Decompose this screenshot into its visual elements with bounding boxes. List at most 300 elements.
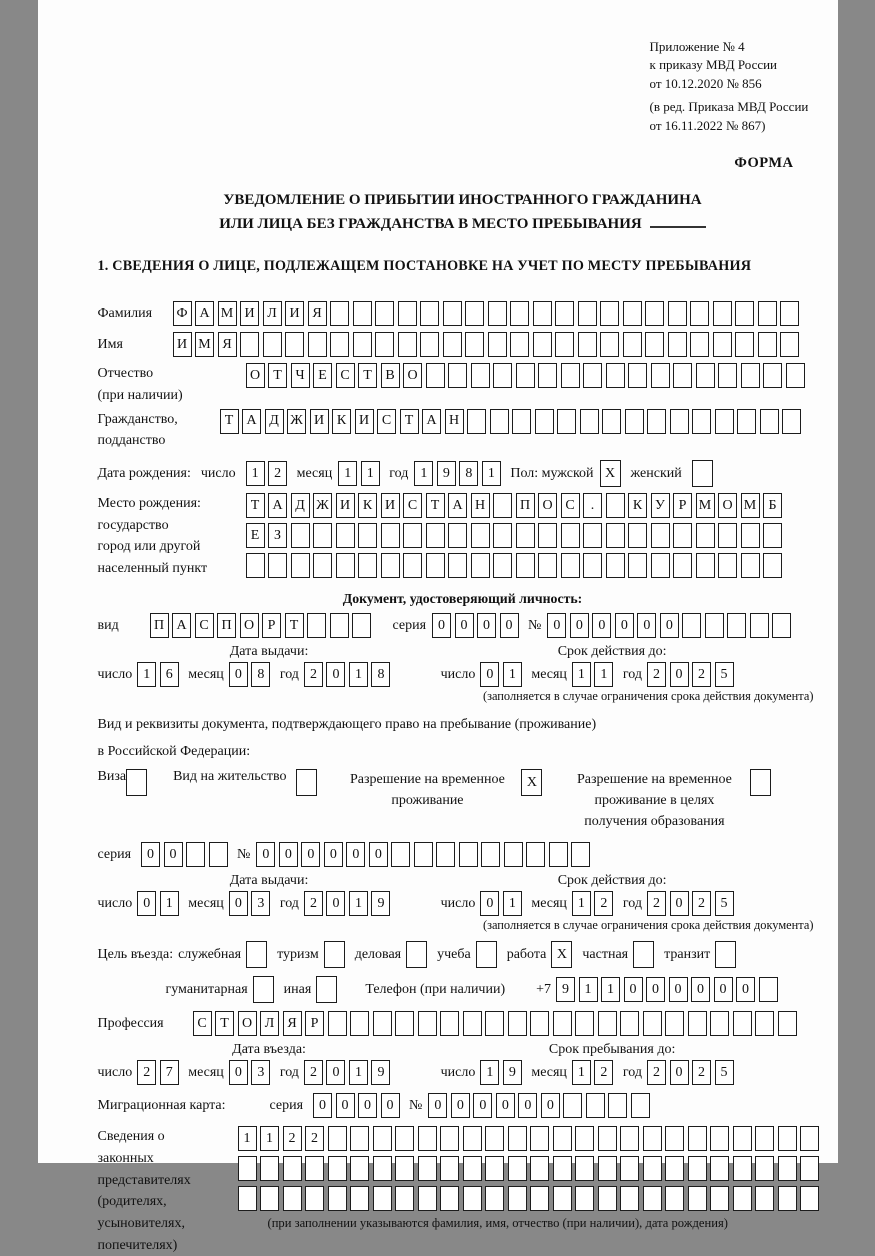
stay-issue-month-cells[interactable] <box>229 891 274 916</box>
box-cell[interactable]: 0 <box>313 1093 332 1118</box>
box-cell[interactable] <box>358 523 377 548</box>
box-cell[interactable] <box>508 1126 527 1151</box>
box-cell[interactable]: 0 <box>301 842 320 867</box>
box-cell[interactable]: 0 <box>324 842 343 867</box>
box-cell[interactable] <box>381 523 400 548</box>
box-cell[interactable]: Я <box>218 332 237 357</box>
box-cell[interactable]: 0 <box>624 977 643 1002</box>
box-cell[interactable] <box>586 1093 605 1118</box>
box-cell[interactable] <box>512 409 531 434</box>
box-cell[interactable] <box>526 842 545 867</box>
box-cell[interactable] <box>291 523 310 548</box>
box-cell[interactable]: 2 <box>647 1060 666 1085</box>
box-cell[interactable] <box>673 363 692 388</box>
box-cell[interactable] <box>330 613 349 638</box>
box-cell[interactable] <box>668 332 687 357</box>
box-cell[interactable] <box>308 332 327 357</box>
id-valid-day-cells[interactable] <box>480 662 525 687</box>
box-cell[interactable] <box>555 332 574 357</box>
box-cell[interactable] <box>426 553 445 578</box>
box-cell[interactable] <box>459 842 478 867</box>
box-cell[interactable] <box>490 409 509 434</box>
doc-type-cells[interactable] <box>150 613 375 638</box>
box-cell[interactable] <box>682 613 701 638</box>
box-cell[interactable]: 7 <box>160 1060 179 1085</box>
purpose-work-checkbox[interactable] <box>551 941 572 968</box>
box-cell[interactable]: 0 <box>164 842 183 867</box>
box-cell[interactable]: М <box>696 493 715 518</box>
box-cell[interactable]: 2 <box>594 891 613 916</box>
box-cell[interactable] <box>718 363 737 388</box>
box-cell[interactable] <box>561 523 580 548</box>
box-cell[interactable] <box>440 1126 459 1151</box>
box-cell[interactable]: 1 <box>572 662 591 687</box>
box-cell[interactable]: 2 <box>304 891 323 916</box>
box-cell[interactable] <box>283 1186 302 1211</box>
box-cell[interactable] <box>600 332 619 357</box>
box-cell[interactable]: Е <box>313 363 332 388</box>
birth-place-row1-cells[interactable] <box>246 493 786 518</box>
box-cell[interactable]: Е <box>246 523 265 548</box>
box-cell[interactable] <box>440 1186 459 1211</box>
box-cell[interactable] <box>733 1156 752 1181</box>
box-cell[interactable] <box>350 1011 369 1036</box>
representatives-row2-cells[interactable] <box>238 1156 823 1181</box>
box-cell[interactable] <box>493 493 512 518</box>
box-cell[interactable] <box>800 1126 819 1151</box>
box-cell[interactable]: 1 <box>160 891 179 916</box>
box-cell[interactable] <box>718 523 737 548</box>
box-cell[interactable] <box>209 842 228 867</box>
citizenship-cells[interactable] <box>220 409 805 434</box>
box-cell[interactable] <box>403 523 422 548</box>
box-cell[interactable]: 1 <box>361 461 380 486</box>
purpose-tourism-checkbox[interactable] <box>324 941 345 968</box>
box-cell[interactable] <box>606 523 625 548</box>
box-cell[interactable] <box>535 409 554 434</box>
representatives-row3-cells[interactable] <box>238 1186 823 1211</box>
box-cell[interactable] <box>557 409 576 434</box>
box-cell[interactable] <box>575 1126 594 1151</box>
box-cell[interactable] <box>578 332 597 357</box>
id-issue-year-cells[interactable] <box>304 662 394 687</box>
box-cell[interactable] <box>645 301 664 326</box>
box-cell[interactable]: 0 <box>480 891 499 916</box>
box-cell[interactable] <box>350 1186 369 1211</box>
box-cell[interactable] <box>583 553 602 578</box>
box-cell[interactable] <box>467 409 486 434</box>
box-cell[interactable] <box>481 842 500 867</box>
box-cell[interactable] <box>538 363 557 388</box>
box-cell[interactable] <box>448 363 467 388</box>
box-cell[interactable]: Р <box>262 613 281 638</box>
box-cell[interactable] <box>510 332 529 357</box>
box-cell[interactable] <box>750 769 771 796</box>
box-cell[interactable] <box>696 553 715 578</box>
sex-male-checkbox[interactable] <box>600 460 621 487</box>
box-cell[interactable]: К <box>332 409 351 434</box>
stay-until-day-cells[interactable] <box>480 1060 525 1085</box>
box-cell[interactable] <box>755 1186 774 1211</box>
box-cell[interactable]: И <box>336 493 355 518</box>
box-cell[interactable]: 2 <box>692 662 711 687</box>
birth-year-cells[interactable] <box>414 461 504 486</box>
box-cell[interactable] <box>563 1093 582 1118</box>
box-cell[interactable]: 0 <box>669 977 688 1002</box>
box-cell[interactable]: 1 <box>137 662 156 687</box>
box-cell[interactable] <box>665 1011 684 1036</box>
box-cell[interactable] <box>673 553 692 578</box>
box-cell[interactable]: 1 <box>338 461 357 486</box>
purpose-private-checkbox[interactable] <box>633 941 654 968</box>
box-cell[interactable] <box>240 332 259 357</box>
box-cell[interactable] <box>350 1156 369 1181</box>
box-cell[interactable] <box>516 363 535 388</box>
box-cell[interactable]: 0 <box>455 613 474 638</box>
box-cell[interactable]: 2 <box>692 891 711 916</box>
box-cell[interactable] <box>778 1126 797 1151</box>
box-cell[interactable]: 5 <box>715 662 734 687</box>
box-cell[interactable]: 0 <box>346 842 365 867</box>
box-cell[interactable]: Р <box>305 1011 324 1036</box>
box-cell[interactable]: 0 <box>660 613 679 638</box>
box-cell[interactable]: Т <box>400 409 419 434</box>
box-cell[interactable] <box>665 1156 684 1181</box>
box-cell[interactable] <box>710 1186 729 1211</box>
box-cell[interactable] <box>733 1126 752 1151</box>
box-cell[interactable]: 1 <box>349 662 368 687</box>
box-cell[interactable] <box>305 1156 324 1181</box>
box-cell[interactable]: О <box>240 613 259 638</box>
box-cell[interactable] <box>246 941 267 968</box>
box-cell[interactable] <box>755 1126 774 1151</box>
visa-checkbox[interactable] <box>126 769 147 796</box>
box-cell[interactable] <box>763 553 782 578</box>
box-cell[interactable] <box>690 301 709 326</box>
box-cell[interactable] <box>782 409 801 434</box>
purpose-humanitarian-checkbox[interactable] <box>253 976 274 1003</box>
box-cell[interactable] <box>263 332 282 357</box>
box-cell[interactable]: И <box>240 301 259 326</box>
stay-doc-number-cells[interactable] <box>256 842 594 867</box>
box-cell[interactable]: 9 <box>371 1060 390 1085</box>
box-cell[interactable] <box>620 1186 639 1211</box>
box-cell[interactable]: X <box>551 941 572 968</box>
box-cell[interactable] <box>328 1011 347 1036</box>
box-cell[interactable] <box>418 1156 437 1181</box>
box-cell[interactable] <box>643 1186 662 1211</box>
box-cell[interactable]: О <box>718 493 737 518</box>
box-cell[interactable]: . <box>583 493 602 518</box>
box-cell[interactable] <box>755 1011 774 1036</box>
box-cell[interactable] <box>710 1156 729 1181</box>
box-cell[interactable] <box>516 553 535 578</box>
box-cell[interactable] <box>448 553 467 578</box>
box-cell[interactable] <box>715 409 734 434</box>
sex-female-checkbox[interactable] <box>692 460 713 487</box>
box-cell[interactable]: 0 <box>541 1093 560 1118</box>
box-cell[interactable]: В <box>381 363 400 388</box>
box-cell[interactable]: О <box>246 363 265 388</box>
box-cell[interactable]: 0 <box>477 613 496 638</box>
box-cell[interactable]: С <box>561 493 580 518</box>
box-cell[interactable] <box>553 1126 572 1151</box>
box-cell[interactable] <box>673 523 692 548</box>
box-cell[interactable] <box>668 301 687 326</box>
box-cell[interactable] <box>488 301 507 326</box>
box-cell[interactable] <box>352 613 371 638</box>
box-cell[interactable]: 0 <box>326 662 345 687</box>
box-cell[interactable]: Т <box>246 493 265 518</box>
box-cell[interactable] <box>238 1156 257 1181</box>
box-cell[interactable]: 5 <box>715 1060 734 1085</box>
box-cell[interactable]: Л <box>263 301 282 326</box>
box-cell[interactable]: О <box>538 493 557 518</box>
box-cell[interactable] <box>186 842 205 867</box>
box-cell[interactable] <box>561 553 580 578</box>
box-cell[interactable]: 1 <box>601 977 620 1002</box>
box-cell[interactable] <box>398 301 417 326</box>
box-cell[interactable]: 1 <box>480 1060 499 1085</box>
entry-day-cells[interactable] <box>137 1060 182 1085</box>
box-cell[interactable] <box>440 1011 459 1036</box>
box-cell[interactable]: Ж <box>313 493 332 518</box>
box-cell[interactable] <box>283 1156 302 1181</box>
box-cell[interactable] <box>800 1156 819 1181</box>
box-cell[interactable]: Ж <box>287 409 306 434</box>
box-cell[interactable] <box>406 941 427 968</box>
box-cell[interactable] <box>583 363 602 388</box>
box-cell[interactable]: А <box>172 613 191 638</box>
box-cell[interactable] <box>508 1156 527 1181</box>
purpose-other-checkbox[interactable] <box>316 976 337 1003</box>
purpose-official-checkbox[interactable] <box>246 941 267 968</box>
box-cell[interactable]: 1 <box>503 891 522 916</box>
box-cell[interactable] <box>608 1093 627 1118</box>
box-cell[interactable] <box>485 1011 504 1036</box>
box-cell[interactable]: П <box>516 493 535 518</box>
box-cell[interactable] <box>665 1126 684 1151</box>
box-cell[interactable] <box>395 1156 414 1181</box>
box-cell[interactable] <box>628 363 647 388</box>
box-cell[interactable] <box>727 613 746 638</box>
box-cell[interactable] <box>533 332 552 357</box>
box-cell[interactable] <box>436 842 455 867</box>
box-cell[interactable] <box>715 941 736 968</box>
box-cell[interactable] <box>375 332 394 357</box>
box-cell[interactable]: А <box>268 493 287 518</box>
box-cell[interactable]: Н <box>445 409 464 434</box>
box-cell[interactable] <box>420 301 439 326</box>
box-cell[interactable]: 2 <box>647 891 666 916</box>
box-cell[interactable] <box>391 842 410 867</box>
box-cell[interactable]: 2 <box>305 1126 324 1151</box>
box-cell[interactable]: С <box>336 363 355 388</box>
box-cell[interactable]: 8 <box>251 662 270 687</box>
box-cell[interactable] <box>549 842 568 867</box>
box-cell[interactable] <box>763 363 782 388</box>
box-cell[interactable] <box>463 1011 482 1036</box>
purpose-transit-checkbox[interactable] <box>715 941 736 968</box>
box-cell[interactable] <box>606 553 625 578</box>
box-cell[interactable] <box>508 1186 527 1211</box>
stay-doc-series-cells[interactable] <box>141 842 231 867</box>
phone-cells[interactable] <box>556 977 781 1002</box>
box-cell[interactable] <box>253 976 274 1003</box>
box-cell[interactable]: С <box>403 493 422 518</box>
stay-issue-year-cells[interactable] <box>304 891 394 916</box>
box-cell[interactable] <box>778 1186 797 1211</box>
box-cell[interactable] <box>414 842 433 867</box>
box-cell[interactable] <box>800 1186 819 1211</box>
box-cell[interactable]: 0 <box>336 1093 355 1118</box>
box-cell[interactable]: 9 <box>371 891 390 916</box>
box-cell[interactable] <box>395 1126 414 1151</box>
box-cell[interactable]: К <box>358 493 377 518</box>
box-cell[interactable] <box>647 409 666 434</box>
box-cell[interactable] <box>651 553 670 578</box>
box-cell[interactable] <box>780 332 799 357</box>
birth-month-cells[interactable] <box>338 461 383 486</box>
box-cell[interactable]: 0 <box>141 842 160 867</box>
box-cell[interactable]: Т <box>285 613 304 638</box>
box-cell[interactable]: 0 <box>736 977 755 1002</box>
box-cell[interactable] <box>735 332 754 357</box>
id-issue-month-cells[interactable] <box>229 662 274 687</box>
box-cell[interactable] <box>737 409 756 434</box>
box-cell[interactable] <box>313 553 332 578</box>
box-cell[interactable]: X <box>521 769 542 796</box>
box-cell[interactable] <box>758 332 777 357</box>
box-cell[interactable] <box>643 1156 662 1181</box>
box-cell[interactable] <box>126 769 147 796</box>
box-cell[interactable]: И <box>355 409 374 434</box>
box-cell[interactable]: И <box>173 332 192 357</box>
box-cell[interactable]: 0 <box>451 1093 470 1118</box>
box-cell[interactable]: 0 <box>670 891 689 916</box>
migration-card-series-cells[interactable] <box>313 1093 403 1118</box>
box-cell[interactable] <box>530 1011 549 1036</box>
box-cell[interactable] <box>516 523 535 548</box>
id-valid-year-cells[interactable] <box>647 662 737 687</box>
box-cell[interactable] <box>760 409 779 434</box>
box-cell[interactable]: Т <box>426 493 445 518</box>
box-cell[interactable]: 0 <box>229 891 248 916</box>
box-cell[interactable]: 0 <box>670 662 689 687</box>
box-cell[interactable] <box>575 1156 594 1181</box>
box-cell[interactable]: И <box>310 409 329 434</box>
box-cell[interactable]: У <box>651 493 670 518</box>
box-cell[interactable] <box>381 553 400 578</box>
box-cell[interactable] <box>373 1011 392 1036</box>
box-cell[interactable]: 0 <box>670 1060 689 1085</box>
box-cell[interactable] <box>583 523 602 548</box>
box-cell[interactable]: 2 <box>283 1126 302 1151</box>
box-cell[interactable]: О <box>403 363 422 388</box>
box-cell[interactable] <box>426 523 445 548</box>
box-cell[interactable]: О <box>238 1011 257 1036</box>
box-cell[interactable] <box>555 301 574 326</box>
box-cell[interactable]: 0 <box>547 613 566 638</box>
stay-valid-month-cells[interactable] <box>572 891 617 916</box>
birth-day-cells[interactable] <box>246 461 291 486</box>
box-cell[interactable] <box>398 332 417 357</box>
box-cell[interactable]: К <box>628 493 647 518</box>
box-cell[interactable]: 2 <box>692 1060 711 1085</box>
box-cell[interactable] <box>476 941 497 968</box>
box-cell[interactable]: Я <box>308 301 327 326</box>
box-cell[interactable]: 1 <box>260 1126 279 1151</box>
box-cell[interactable] <box>350 1126 369 1151</box>
box-cell[interactable]: 0 <box>592 613 611 638</box>
birth-place-row2-cells[interactable] <box>246 523 786 548</box>
box-cell[interactable]: 1 <box>414 461 433 486</box>
migration-card-number-cells[interactable] <box>428 1093 653 1118</box>
box-cell[interactable] <box>440 1156 459 1181</box>
box-cell[interactable] <box>418 1011 437 1036</box>
box-cell[interactable]: М <box>218 301 237 326</box>
box-cell[interactable]: 8 <box>371 662 390 687</box>
box-cell[interactable]: И <box>285 301 304 326</box>
box-cell[interactable] <box>772 613 791 638</box>
box-cell[interactable] <box>598 1126 617 1151</box>
box-cell[interactable] <box>741 523 760 548</box>
box-cell[interactable] <box>623 301 642 326</box>
box-cell[interactable]: 0 <box>615 613 634 638</box>
stay-valid-day-cells[interactable] <box>480 891 525 916</box>
box-cell[interactable]: Т <box>358 363 377 388</box>
box-cell[interactable]: М <box>195 332 214 357</box>
box-cell[interactable]: 0 <box>381 1093 400 1118</box>
box-cell[interactable] <box>485 1186 504 1211</box>
box-cell[interactable] <box>373 1126 392 1151</box>
box-cell[interactable]: 1 <box>572 1060 591 1085</box>
box-cell[interactable]: 1 <box>349 1060 368 1085</box>
box-cell[interactable]: 0 <box>496 1093 515 1118</box>
box-cell[interactable] <box>692 460 713 487</box>
box-cell[interactable]: Р <box>673 493 692 518</box>
box-cell[interactable] <box>763 523 782 548</box>
box-cell[interactable] <box>465 301 484 326</box>
patronymic-cells[interactable] <box>246 363 809 388</box>
entry-year-cells[interactable] <box>304 1060 394 1085</box>
given-name-cells[interactable] <box>173 332 803 357</box>
box-cell[interactable] <box>493 523 512 548</box>
box-cell[interactable]: 3 <box>251 1060 270 1085</box>
box-cell[interactable] <box>600 301 619 326</box>
box-cell[interactable] <box>268 553 287 578</box>
box-cell[interactable] <box>485 1156 504 1181</box>
box-cell[interactable]: 0 <box>256 842 275 867</box>
box-cell[interactable] <box>780 301 799 326</box>
box-cell[interactable] <box>733 1186 752 1211</box>
box-cell[interactable] <box>741 363 760 388</box>
box-cell[interactable] <box>553 1011 572 1036</box>
box-cell[interactable] <box>426 363 445 388</box>
box-cell[interactable] <box>375 301 394 326</box>
box-cell[interactable] <box>620 1126 639 1151</box>
box-cell[interactable] <box>623 332 642 357</box>
box-cell[interactable]: 1 <box>572 891 591 916</box>
box-cell[interactable] <box>759 977 778 1002</box>
box-cell[interactable] <box>305 1186 324 1211</box>
box-cell[interactable]: 0 <box>369 842 388 867</box>
box-cell[interactable] <box>358 553 377 578</box>
box-cell[interactable] <box>713 301 732 326</box>
box-cell[interactable] <box>692 409 711 434</box>
box-cell[interactable] <box>296 769 317 796</box>
box-cell[interactable]: Т <box>268 363 287 388</box>
